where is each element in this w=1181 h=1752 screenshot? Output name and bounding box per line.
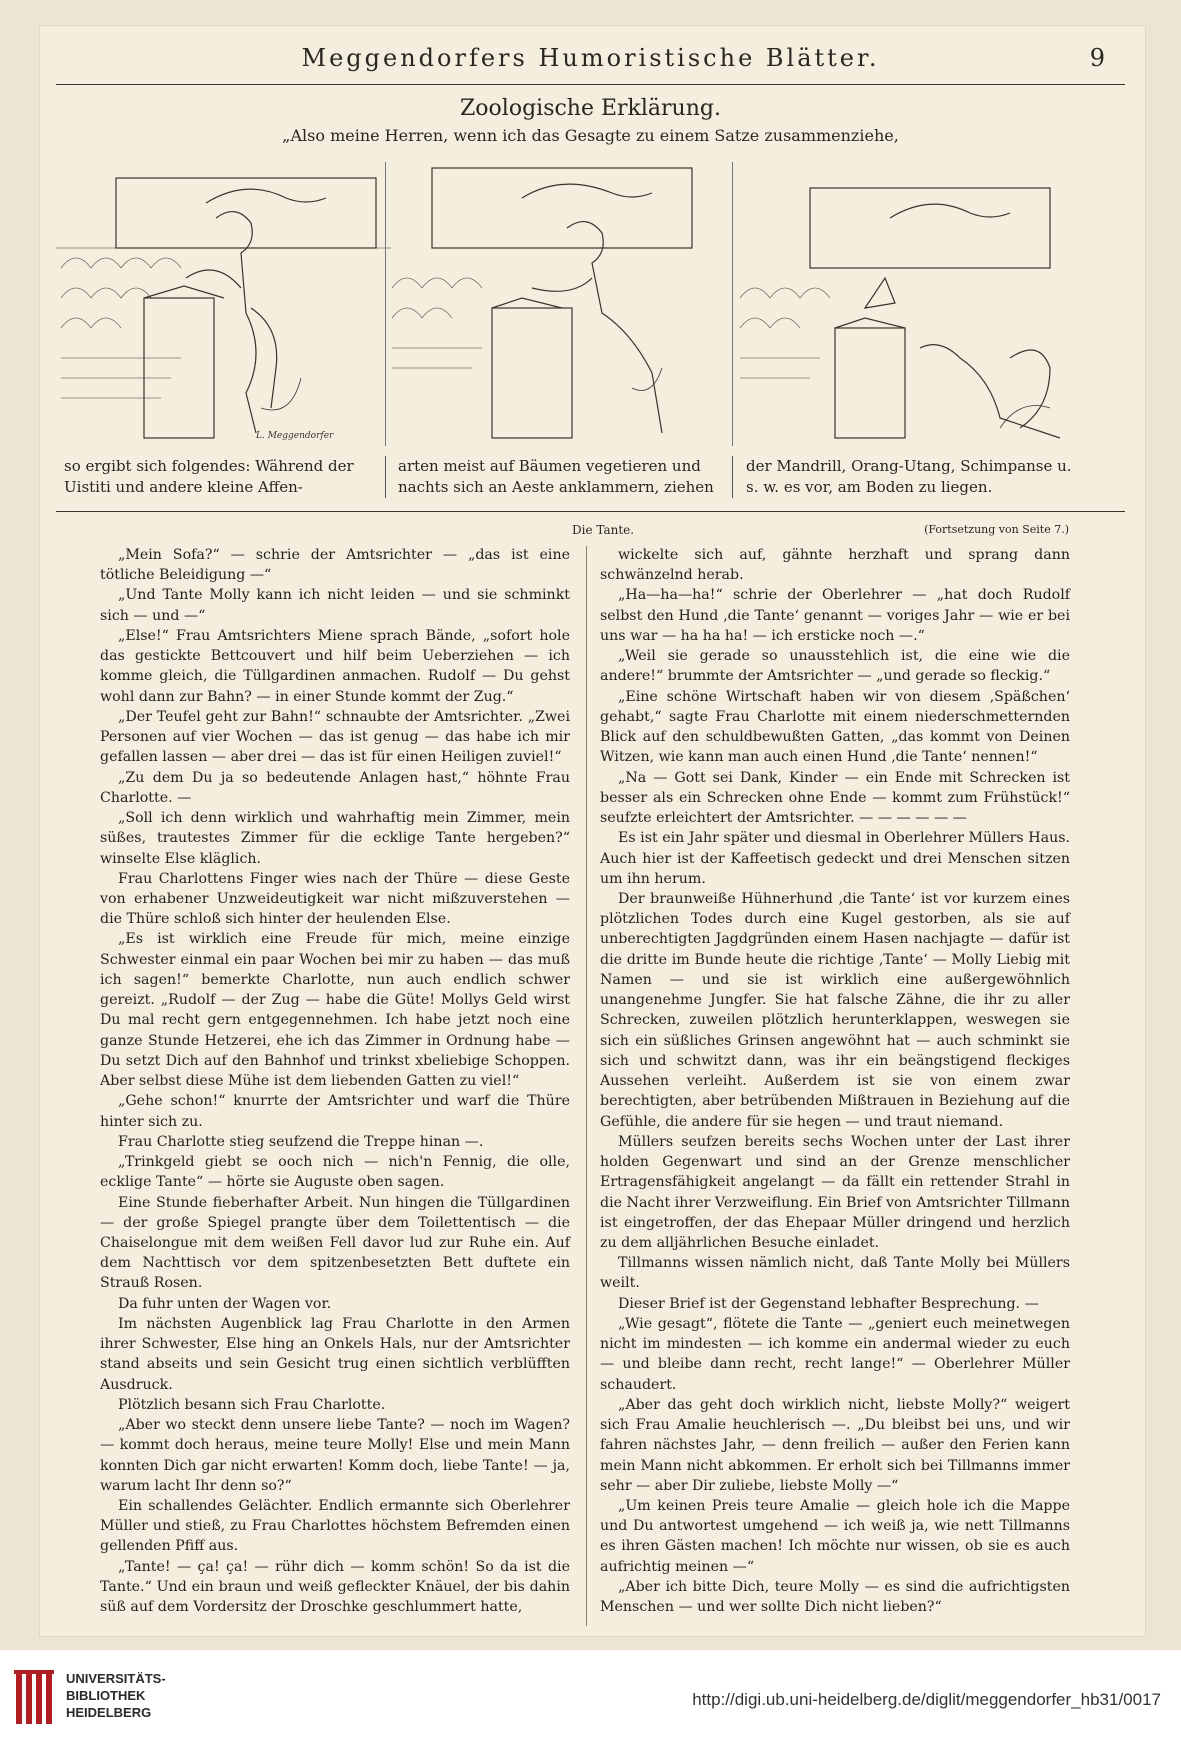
paragraph: Dieser Brief ist der Gegenstand lebhafter Besprechung. — (618, 1295, 1039, 1312)
paragraph: Frau Charlottens Finger wies nach der Thüre — diese Geste von erhabener Unzweideutigkeit war nicht mißzuverstehen — die Thüre schloß sich hinter der heulenden Else. (100, 870, 570, 928)
library-name-line: UNIVERSITÄTS- (66, 1671, 166, 1686)
left-text-column (100, 545, 570, 1617)
paragraph: „Else!“ Frau Amtsrichters Miene sprach Bände, „sofort hole das gestickte Bettcouvert und hilf beim Ueberziehen — ich komme gleich, die Tüllgardinen anmachen. Rudolf — Du gehst wohl dann zur Bahn? — in einer Stunde kommt der Zug.“ (100, 627, 570, 705)
running-title: Meggendorfers Humoristische Blätter. (301, 44, 880, 72)
paragraph: „Aber ich bitte Dich, teure Molly — es sind die aufrichtigsten Menschen — und wer sollte Dich nicht lieben?“ (600, 1578, 1070, 1616)
illustration-professor-lying (740, 158, 1075, 448)
paragraph: Der braunweiße Hühnerhund ‚die Tante‘ ist vor kurzem eines plötzlichen Todes durch eine Kugel gestorben, als sie auf unberechtigten Jagdgründen einem Hasen nachjagte — dafür ist die dritte im Bunde heute die richtige ‚Tante‘ — Molly Liebig mit Namen — und sie ist wirklich eine außergewöhnlich unangenehme Jungfer. Sie hat falsche Zähne, die ihr zu aller Schrecken, zuweilen plötzlich herunterklappen, weswegen sie sich ein süßliches Grinsen angewöhnt hat — auch schminkt sie sich und schwitzt dann, was ihr ein beängstigend fleckiges Aussehen verleiht. Außerdem ist sie von einem zwar berechtigten, aber betrübenden Mißtrauen in Beziehung auf die Gefühle, die andere für sie hegen — und traut niemand. (600, 890, 1070, 1130)
cartoon-subtitle: „Also meine Herren, wenn ich das Gesagte zu einem Satze zusammenziehe, (282, 126, 899, 145)
cartoon-panel-3 (740, 158, 1075, 448)
paragraph: „Gehe schon!“ knurrte der Amtsrichter und warf die Thüre hinter sich zu. (100, 1093, 570, 1130)
paragraph: Da fuhr unten der Wagen vor. (118, 1295, 332, 1312)
header-rule (56, 84, 1125, 85)
paragraph: Plötzlich besann sich Frau Charlotte. (118, 1396, 386, 1413)
library-name-line: BIBLIOTHEK (66, 1688, 146, 1703)
caption-panel-2: arten meist auf Bäumen vegetieren und nachts sich an Aeste anklammern, ziehen (398, 457, 714, 496)
paragraph: „Aber wo steckt denn unsere liebe Tante? — noch im Wagen? — kommt doch heraus, meine teure Molly! Else und mein Mann konnten Dich gar nicht erwarten! Komm doch, liebe Tante! — ja, warum lacht Ihr denn so?“ (100, 1417, 570, 1494)
panel-separator (732, 162, 733, 446)
paragraph: „Wie gesagt“, flötete die Tante — „geniert euch meinetwegen nicht im mindesten — ich komme ein andermal wieder zu euch — und bleibe dann recht, recht lange!“ — Oberlehrer Müller schaudert. (600, 1315, 1070, 1393)
paragraph: Tillmanns wissen nämlich nicht, daß Tante Molly bei Müllers weilt. (600, 1255, 1070, 1292)
paragraph: Frau Charlotte stieg seufzend die Treppe hinan —. (118, 1133, 484, 1150)
section-rule (56, 511, 1125, 512)
source-url-link[interactable]: http://digi.ub.uni-heidelberg.de/diglit/meggendorfer_hb31/0017 (692, 1690, 1161, 1709)
paragraph: Müllers seufzen bereits sechs Wochen unter der Last ihrer holden Gegenwart und sind an der Grenze menschlicher Ertragensfähigkeit angelangt — da fällt ein rettender Strahl in die Nacht ihrer Verzweiflung. Ein Brief von Amtsrichter Tillmann ist eingetroffen, der das Ehepaar Müller dringend und herzlich zu dem alljährlichen Besuche einladet. (600, 1133, 1070, 1251)
paragraph: „Es ist wirklich eine Freude für mich, meine einzige Schwester einmal ein paar Wochen bei mir zu haben — das muß ich sagen!“ bemerkte Charlotte, nun auch endlich schwer gereizt. „Rudolf — der Zug — habe die Güte! Mollys Geld wirst Du mal recht gern entgegennehmen. Ich habe jetzt noch eine ganze Stunde Hetzerei, ehe ich das Zimmer in Ordnung habe — Du setzt Dich auf den Bahnhof und trinkst xbeliebige Schoppen. Aber selbst diese Mühe ist dem liebenden Gatten zu viel!“ (100, 931, 570, 1090)
column-rule (586, 546, 587, 1626)
right-text-column (600, 545, 1070, 1617)
paragraph: „Ha—ha—ha!“ schrie der Oberlehrer — „hat doch Rudolf selbst den Hund ‚die Tante‘ genannt — voriges Jahr — wie er bei uns war — ha ha ha! — ich ersticke noch —.“ (600, 587, 1070, 644)
cartoon-panel-2 (392, 158, 727, 448)
caption-panel-3: der Mandrill, Orang-Utang, Schimpanse u. s. w. es vor, am Boden zu liegen. (746, 457, 1072, 496)
library-logo (14, 1666, 166, 1736)
caption-separator (732, 456, 733, 498)
paragraph: „Um keinen Preis teure Amalie — gleich hole ich die Mappe und Du antwortest umgehend — ich weiß ja, wie nett Tillmanns es ihren Gästen machen! Ich möchte nur wissen, ob sie es auch aufrichtig meinen —“ (600, 1498, 1070, 1575)
paragraph: Eine Stunde fieberhafter Arbeit. Nun hingen die Tüllgardinen — der große Spiegel prangte über dem Toilettentisch — die Chaiselongue mit dem weißen Fell davor lud zur Ruhe ein. Auf dem Nachttisch vor dem spitzenbesetzten Bett duftete ein Strauß Rosen. (100, 1194, 570, 1292)
paragraph: „Aber das geht doch wirklich nicht, liebste Molly?“ weigert sich Frau Amalie heuchlerisch —. „Du bleibst bei uns, und wir fahren nächstes Jahr, — denn freilich — außer den Ferien kann mein Mann nicht abkommen. Er erholt sich bei Tillmanns immer sehr — aber Dir zuliebe, liebste Molly —“ (600, 1396, 1070, 1494)
paragraph: „Zu dem Du ja so bedeutende Anlagen hast,“ höhnte Frau Charlotte. — (100, 769, 570, 806)
cartoon-title: Zoologische Erklärung. (460, 96, 721, 121)
illustration-professor-standing (56, 158, 391, 448)
page-header (56, 38, 1125, 78)
paragraph: wickelte sich auf, gähnte herzhaft und sprang dann schwänzelnd herab. (600, 547, 1070, 584)
library-seal-icon (14, 1670, 58, 1728)
cartoon-panel-1 (56, 158, 391, 448)
paragraph: Im nächsten Augenblick lag Frau Charlotte in den Armen ihrer Schwester, Else hing an Onkels Hals, nur der Amtsrichter stand abseits und sein Gesicht trug einen sichtlich verblüfften Ausdruck. (100, 1315, 570, 1393)
paragraph: „Na — Gott sei Dank, Kinder — ein Ende mit Schrecken ist besser als ein Schrecken ohne Ende — kommt zum Frühstück!“ seufzte erleichtert der Amtsrichter. — — — — — — (600, 769, 1070, 827)
library-name (66, 1670, 166, 1721)
paragraph: „Der Teufel geht zur Bahn!“ schnaubte der Amtsrichter. „Zwei Personen auf vier Wochen — das ist genug — das habe ich mir gefallen lassen — aber drei — das ist für einen Heiligen zuviel!“ (100, 708, 570, 766)
page-number: 9 (1089, 44, 1105, 72)
paragraph: „Eine schöne Wirtschaft haben wir von diesem ‚Späßchen‘ gehabt,“ sagte Frau Charlotte mit einem niederschmetternden Blick auf den schuldbewußten Gatten, „das kommt von Deinen Witzen, wie kann man auch einen Hund ‚die Tante‘ nennen!“ (600, 688, 1070, 766)
footer-bar (0, 1650, 1181, 1752)
caption-panel-1: so ergibt sich folgendes: Während der Uistiti und andere kleine Affen- (64, 457, 354, 496)
paragraph: „Tante! — ça! ça! — rühr dich — komm schön! So da ist die Tante.“ Und ein braun und weiß gefleckter Knäuel, der bis dahin süß auf dem Vordersitz der Droschke geschlummert hatte, (100, 1558, 570, 1616)
svg-text:L. Meggendorfer: L. Meggendorfer (256, 431, 334, 441)
paragraph: Es ist ein Jahr später und diesmal in Oberlehrer Müllers Haus. Auch hier ist der Kaffeetisch gedeckt und drei Menschen sitzen um ihn herum. (600, 830, 1070, 887)
paragraph: „Soll ich denn wirklich und wahrhaftig mein Zimmer, mein süßes, trautestes Zimmer für die ecklige Tante hergeben?“ winselte Else kläglich. (100, 810, 570, 867)
paragraph: Ein schallendes Gelächter. Endlich ermannte sich Oberlehrer Müller und stieß, zu Frau Charlottes höchstem Befremden einen gellenden Pfiff aus. (100, 1498, 570, 1555)
paragraph: „Trinkgeld giebt se ooch nich — nich'n Fennig, die olle, ecklige Tante“ — hörte sie Auguste oben sagen. (100, 1154, 570, 1191)
story-title: Die Tante. (572, 523, 635, 537)
library-name-line: HEIDELBERG (66, 1705, 152, 1720)
caption-separator (385, 456, 386, 498)
paragraph: „Und Tante Molly kann ich nicht leiden — und sie schminkt sich — und —“ (100, 587, 570, 624)
panel-separator (385, 162, 386, 446)
paragraph: „Mein Sofa?“ — schrie der Amtsrichter — „das ist eine tötliche Beleidigung —“ (100, 547, 570, 584)
paragraph: „Weil sie gerade so unausstehlich ist, die eine wie die andere!“ brummte der Amtsrichter — „und gerade so fleckig.“ (600, 648, 1070, 685)
continuation-note: (Fortsetzung von Seite 7.) (924, 523, 1069, 536)
illustration-professor-leaning (392, 158, 727, 448)
